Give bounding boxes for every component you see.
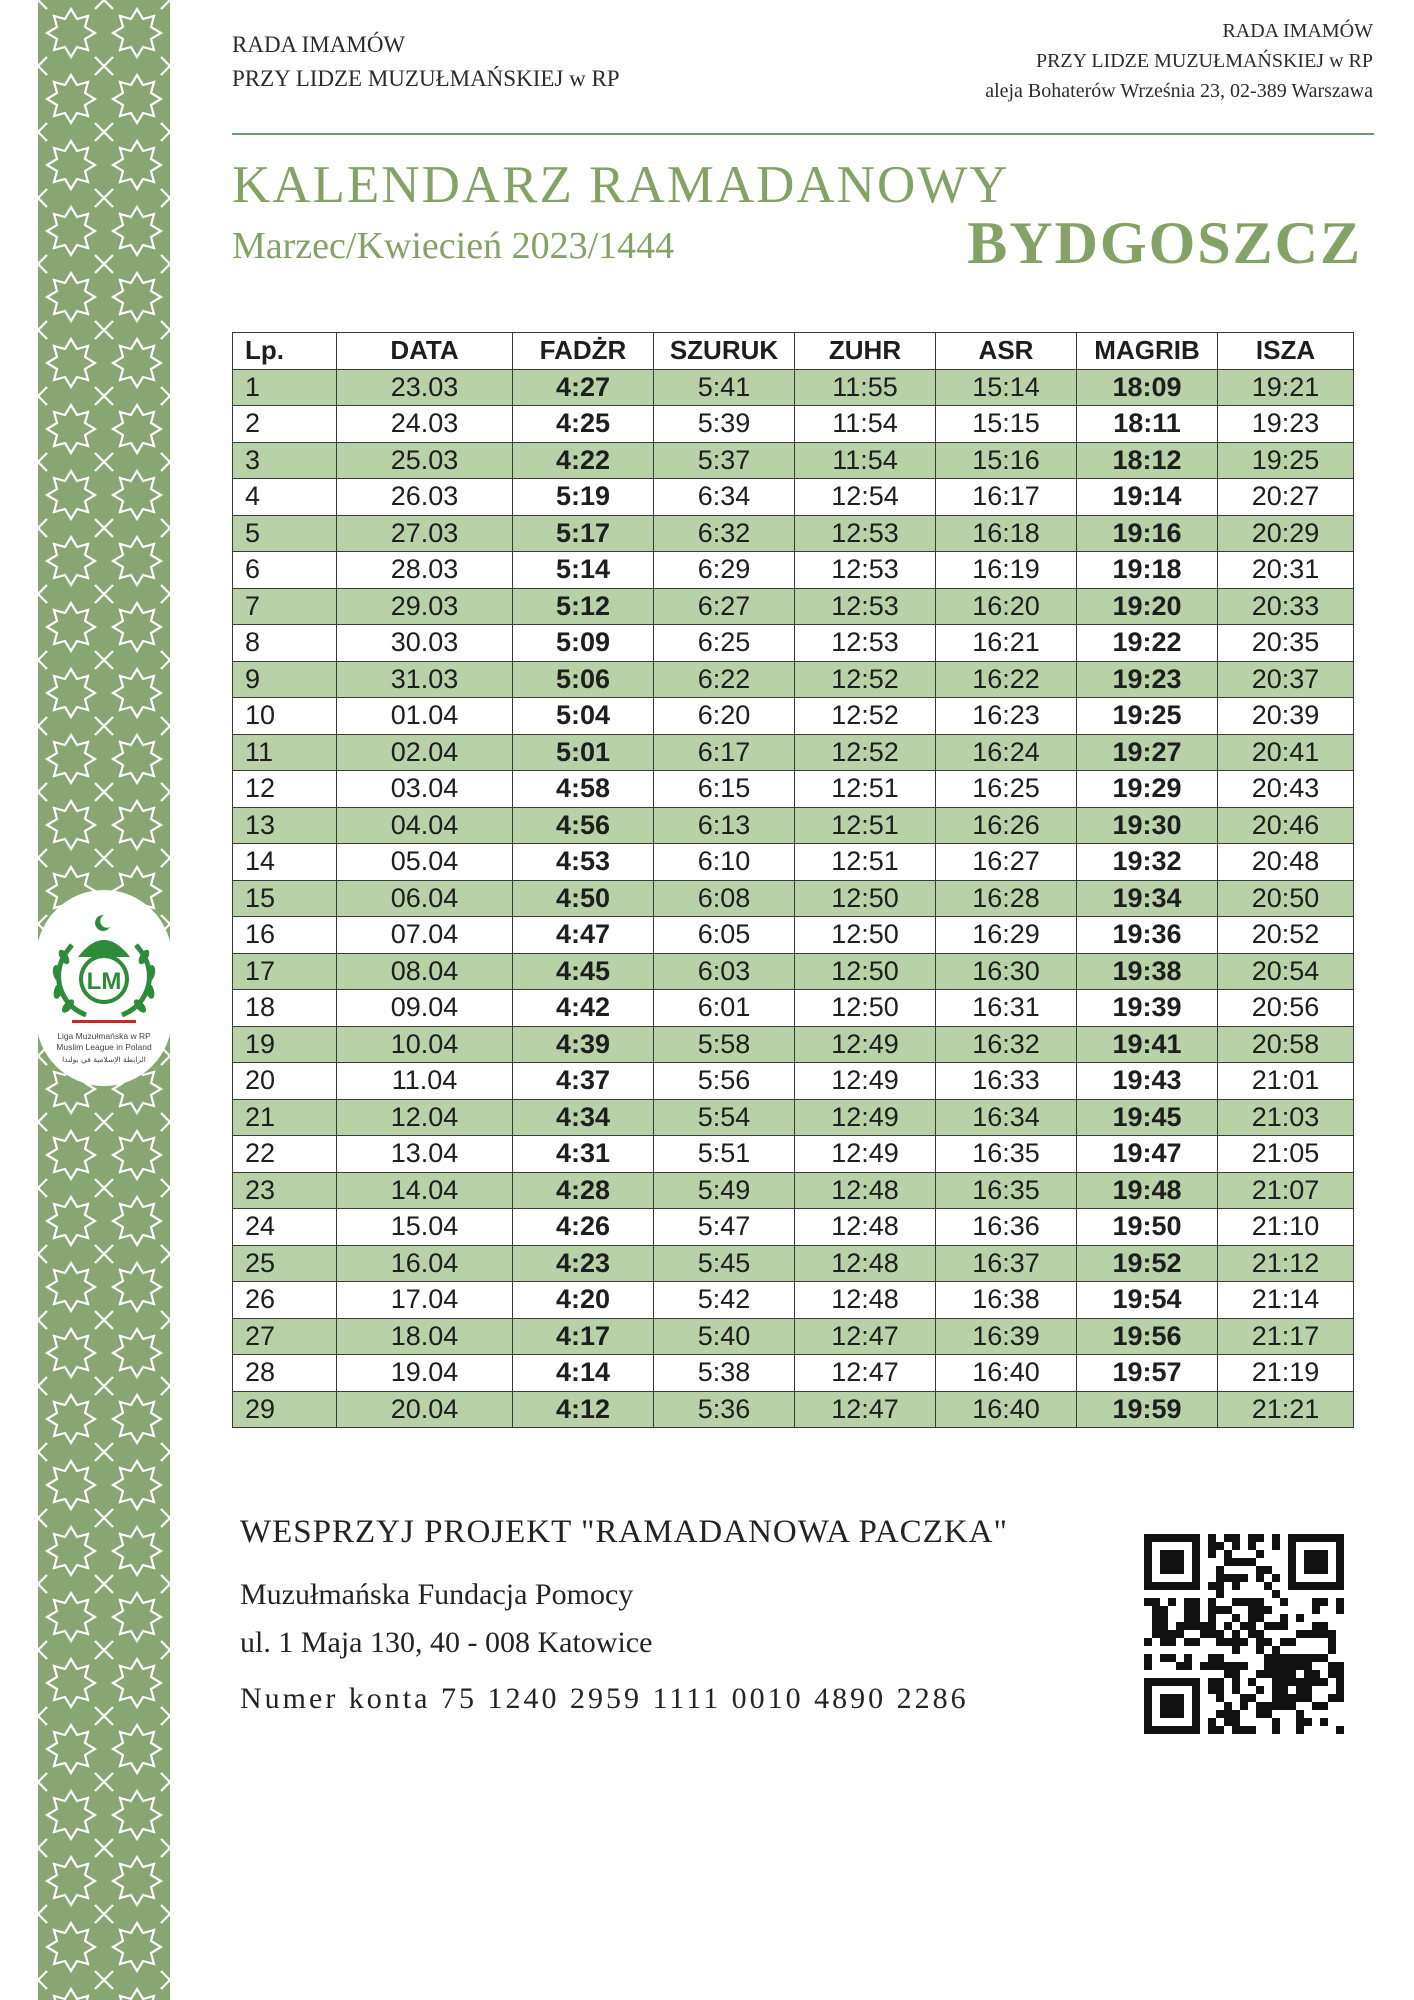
- magrib-time-cell: 19:48: [1077, 1172, 1218, 1209]
- isza-time-cell: 19:25: [1218, 442, 1354, 479]
- logo-initials: LM: [86, 968, 122, 995]
- szuruk-time-cell: 5:42: [654, 1282, 795, 1319]
- fadzr-time-cell: 4:25: [513, 406, 654, 443]
- day-number-cell: 16: [233, 917, 337, 954]
- foundation-address: ul. 1 Maja 130, 40 - 008 Katowice: [240, 1626, 653, 1659]
- zuhr-time-cell: 12:50: [795, 953, 936, 990]
- table-row: [233, 1172, 1354, 1209]
- asr-time-cell: 16:37: [936, 1245, 1077, 1282]
- magrib-time-cell: 18:12: [1077, 442, 1218, 479]
- szuruk-time-cell: 5:45: [654, 1245, 795, 1282]
- isza-time-cell: 20:48: [1218, 844, 1354, 881]
- zuhr-time-cell: 12:53: [795, 625, 936, 662]
- date-cell: 28.03: [337, 552, 513, 589]
- day-number-cell: 14: [233, 844, 337, 881]
- header-right-line1: RADA IMAMÓW: [1222, 20, 1373, 42]
- asr-time-cell: 16:25: [936, 771, 1077, 808]
- szuruk-time-cell: 6:20: [654, 698, 795, 735]
- zuhr-time-cell: 12:52: [795, 698, 936, 735]
- isza-time-cell: 21:14: [1218, 1282, 1354, 1319]
- szuruk-time-cell: 6:05: [654, 917, 795, 954]
- fadzr-time-cell: 4:34: [513, 1099, 654, 1136]
- magrib-time-cell: 19:30: [1077, 807, 1218, 844]
- isza-time-cell: 21:12: [1218, 1245, 1354, 1282]
- table-row: [233, 1026, 1354, 1063]
- table-row: [233, 515, 1354, 552]
- date-cell: 25.03: [337, 442, 513, 479]
- fadzr-time-cell: 4:14: [513, 1355, 654, 1392]
- logo-caption-en: Muslim League in Poland: [56, 1042, 152, 1052]
- magrib-time-cell: 19:20: [1077, 588, 1218, 625]
- header-left: [232, 28, 620, 96]
- day-number-cell: 5: [233, 515, 337, 552]
- asr-time-cell: 16:26: [936, 807, 1077, 844]
- szuruk-time-cell: 6:15: [654, 771, 795, 808]
- magrib-time-cell: 19:56: [1077, 1318, 1218, 1355]
- day-number-cell: 12: [233, 771, 337, 808]
- table-row: [233, 1355, 1354, 1392]
- magrib-time-cell: 18:09: [1077, 369, 1218, 406]
- fadzr-time-cell: 5:14: [513, 552, 654, 589]
- zuhr-time-cell: 12:48: [795, 1282, 936, 1319]
- szuruk-time-cell: 6:17: [654, 734, 795, 771]
- szuruk-time-cell: 5:37: [654, 442, 795, 479]
- table-row: [233, 588, 1354, 625]
- asr-time-cell: 16:35: [936, 1172, 1077, 1209]
- isza-time-cell: 21:03: [1218, 1099, 1354, 1136]
- szuruk-time-cell: 6:13: [654, 807, 795, 844]
- zuhr-time-cell: 12:50: [795, 990, 936, 1027]
- column-header-data: DATA: [337, 333, 513, 370]
- magrib-time-cell: 19:29: [1077, 771, 1218, 808]
- prayer-times-table: [232, 332, 1354, 1428]
- header-left-line2: PRZY LIDZE MUZUŁMAŃSKIEJ w RP: [232, 66, 620, 91]
- asr-time-cell: 16:29: [936, 917, 1077, 954]
- day-number-cell: 8: [233, 625, 337, 662]
- zuhr-time-cell: 12:53: [795, 552, 936, 589]
- szuruk-time-cell: 5:47: [654, 1209, 795, 1246]
- zuhr-time-cell: 12:50: [795, 880, 936, 917]
- date-cell: 17.04: [337, 1282, 513, 1319]
- table-row: [233, 369, 1354, 406]
- szuruk-time-cell: 6:10: [654, 844, 795, 881]
- day-number-cell: 20: [233, 1063, 337, 1100]
- date-cell: 02.04: [337, 734, 513, 771]
- szuruk-time-cell: 5:58: [654, 1026, 795, 1063]
- zuhr-time-cell: 12:49: [795, 1099, 936, 1136]
- szuruk-time-cell: 5:41: [654, 369, 795, 406]
- fadzr-time-cell: 5:04: [513, 698, 654, 735]
- magrib-time-cell: 19:50: [1077, 1209, 1218, 1246]
- isza-time-cell: 19:21: [1218, 369, 1354, 406]
- table-row: [233, 771, 1354, 808]
- asr-time-cell: 16:40: [936, 1355, 1077, 1392]
- isza-time-cell: 20:46: [1218, 807, 1354, 844]
- asr-time-cell: 15:15: [936, 406, 1077, 443]
- day-number-cell: 24: [233, 1209, 337, 1246]
- fadzr-time-cell: 4:22: [513, 442, 654, 479]
- zuhr-time-cell: 12:50: [795, 917, 936, 954]
- day-number-cell: 27: [233, 1318, 337, 1355]
- asr-time-cell: 16:23: [936, 698, 1077, 735]
- table-row: [233, 917, 1354, 954]
- szuruk-time-cell: 6:03: [654, 953, 795, 990]
- zuhr-time-cell: 12:48: [795, 1245, 936, 1282]
- day-number-cell: 4: [233, 479, 337, 516]
- table-row: [233, 625, 1354, 662]
- szuruk-time-cell: 5:54: [654, 1099, 795, 1136]
- fadzr-time-cell: 4:53: [513, 844, 654, 881]
- zuhr-time-cell: 12:47: [795, 1391, 936, 1428]
- date-cell: 29.03: [337, 588, 513, 625]
- day-number-cell: 10: [233, 698, 337, 735]
- fadzr-time-cell: 4:39: [513, 1026, 654, 1063]
- magrib-time-cell: 19:41: [1077, 1026, 1218, 1063]
- header-divider: [232, 133, 1374, 135]
- asr-time-cell: 16:38: [936, 1282, 1077, 1319]
- asr-time-cell: 16:17: [936, 479, 1077, 516]
- zuhr-time-cell: 12:52: [795, 734, 936, 771]
- isza-time-cell: 21:17: [1218, 1318, 1354, 1355]
- header-right-line2: PRZY LIDZE MUZUŁMAŃSKIEJ w RP: [1035, 50, 1373, 72]
- day-number-cell: 7: [233, 588, 337, 625]
- date-cell: 24.03: [337, 406, 513, 443]
- fadzr-time-cell: 5:09: [513, 625, 654, 662]
- table-row: [233, 844, 1354, 881]
- magrib-time-cell: 18:11: [1077, 406, 1218, 443]
- date-cell: 12.04: [337, 1099, 513, 1136]
- page-subtitle: Marzec/Kwiecień 2023/1444: [232, 225, 675, 267]
- table-row: [233, 406, 1354, 443]
- date-cell: 06.04: [337, 880, 513, 917]
- date-cell: 31.03: [337, 661, 513, 698]
- column-header-lp: Lp.: [233, 333, 337, 370]
- asr-time-cell: 16:24: [936, 734, 1077, 771]
- fadzr-time-cell: 5:12: [513, 588, 654, 625]
- isza-time-cell: 20:56: [1218, 990, 1354, 1027]
- zuhr-time-cell: 12:51: [795, 771, 936, 808]
- zuhr-time-cell: 11:54: [795, 406, 936, 443]
- szuruk-time-cell: 6:32: [654, 515, 795, 552]
- szuruk-time-cell: 5:49: [654, 1172, 795, 1209]
- day-number-cell: 25: [233, 1245, 337, 1282]
- fadzr-time-cell: 4:26: [513, 1209, 654, 1246]
- magrib-time-cell: 19:22: [1077, 625, 1218, 662]
- isza-time-cell: 20:41: [1218, 734, 1354, 771]
- zuhr-time-cell: 12:54: [795, 479, 936, 516]
- header-address: aleja Bohaterów Września 23, 02-389 Warszawa: [985, 80, 1373, 102]
- magrib-time-cell: 19:38: [1077, 953, 1218, 990]
- fadzr-time-cell: 4:20: [513, 1282, 654, 1319]
- date-cell: 30.03: [337, 625, 513, 662]
- isza-time-cell: 21:01: [1218, 1063, 1354, 1100]
- asr-time-cell: 16:20: [936, 588, 1077, 625]
- asr-time-cell: 16:34: [936, 1099, 1077, 1136]
- fadzr-time-cell: 4:37: [513, 1063, 654, 1100]
- isza-time-cell: 20:43: [1218, 771, 1354, 808]
- szuruk-time-cell: 5:40: [654, 1318, 795, 1355]
- date-cell: 04.04: [337, 807, 513, 844]
- asr-time-cell: 16:22: [936, 661, 1077, 698]
- table-row: [233, 552, 1354, 589]
- fadzr-time-cell: 4:47: [513, 917, 654, 954]
- date-cell: 20.04: [337, 1391, 513, 1428]
- day-number-cell: 23: [233, 1172, 337, 1209]
- header-left-line1: RADA IMAMÓW: [232, 32, 406, 57]
- table-row: [233, 1136, 1354, 1173]
- table-row: [233, 1099, 1354, 1136]
- table-row: [233, 990, 1354, 1027]
- isza-time-cell: 20:33: [1218, 588, 1354, 625]
- column-header-magrib: MAGRIB: [1077, 333, 1218, 370]
- date-cell: 05.04: [337, 844, 513, 881]
- day-number-cell: 9: [233, 661, 337, 698]
- date-cell: 19.04: [337, 1355, 513, 1392]
- zuhr-time-cell: 11:54: [795, 442, 936, 479]
- magrib-time-cell: 19:34: [1077, 880, 1218, 917]
- asr-time-cell: 15:16: [936, 442, 1077, 479]
- day-number-cell: 1: [233, 369, 337, 406]
- szuruk-time-cell: 6:27: [654, 588, 795, 625]
- date-cell: 27.03: [337, 515, 513, 552]
- table-row: [233, 1282, 1354, 1319]
- fadzr-time-cell: 5:06: [513, 661, 654, 698]
- day-number-cell: 17: [233, 953, 337, 990]
- date-cell: 13.04: [337, 1136, 513, 1173]
- zuhr-time-cell: 12:48: [795, 1209, 936, 1246]
- isza-time-cell: 20:37: [1218, 661, 1354, 698]
- asr-time-cell: 16:28: [936, 880, 1077, 917]
- isza-time-cell: 21:07: [1218, 1172, 1354, 1209]
- isza-time-cell: 20:50: [1218, 880, 1354, 917]
- zuhr-time-cell: 12:51: [795, 807, 936, 844]
- date-cell: 14.04: [337, 1172, 513, 1209]
- zuhr-time-cell: 12:49: [795, 1063, 936, 1100]
- asr-time-cell: 16:36: [936, 1209, 1077, 1246]
- support-project-heading: WESPRZYJ PROJEKT "RAMADANOWA PACZKA": [240, 1514, 1008, 1550]
- fadzr-time-cell: 4:23: [513, 1245, 654, 1282]
- isza-time-cell: 20:27: [1218, 479, 1354, 516]
- date-cell: 09.04: [337, 990, 513, 1027]
- zuhr-time-cell: 12:52: [795, 661, 936, 698]
- table-row: [233, 1391, 1354, 1428]
- header-right: [985, 16, 1373, 106]
- table-row: [233, 734, 1354, 771]
- fadzr-time-cell: 4:27: [513, 369, 654, 406]
- magrib-time-cell: 19:27: [1077, 734, 1218, 771]
- fadzr-time-cell: 4:12: [513, 1391, 654, 1428]
- bank-account-number: Numer konta 75 1240 2959 1111 0010 4890 2286: [240, 1682, 969, 1715]
- magrib-time-cell: 19:36: [1077, 917, 1218, 954]
- zuhr-time-cell: 12:47: [795, 1355, 936, 1392]
- date-cell: 11.04: [337, 1063, 513, 1100]
- isza-time-cell: 20:31: [1218, 552, 1354, 589]
- asr-time-cell: 16:27: [936, 844, 1077, 881]
- asr-time-cell: 16:33: [936, 1063, 1077, 1100]
- magrib-time-cell: 19:47: [1077, 1136, 1218, 1173]
- table-row: [233, 661, 1354, 698]
- zuhr-time-cell: 12:51: [795, 844, 936, 881]
- magrib-time-cell: 19:45: [1077, 1099, 1218, 1136]
- asr-time-cell: 16:35: [936, 1136, 1077, 1173]
- day-number-cell: 21: [233, 1099, 337, 1136]
- magrib-time-cell: 19:18: [1077, 552, 1218, 589]
- szuruk-time-cell: 5:56: [654, 1063, 795, 1100]
- szuruk-time-cell: 6:01: [654, 990, 795, 1027]
- day-number-cell: 2: [233, 406, 337, 443]
- fadzr-time-cell: 4:58: [513, 771, 654, 808]
- date-cell: 18.04: [337, 1318, 513, 1355]
- zuhr-time-cell: 12:53: [795, 515, 936, 552]
- fadzr-time-cell: 4:56: [513, 807, 654, 844]
- date-cell: 03.04: [337, 771, 513, 808]
- day-number-cell: 15: [233, 880, 337, 917]
- szuruk-time-cell: 6:22: [654, 661, 795, 698]
- column-header-szuruk: SZURUK: [654, 333, 795, 370]
- table-row: [233, 880, 1354, 917]
- day-number-cell: 18: [233, 990, 337, 1027]
- szuruk-time-cell: 5:51: [654, 1136, 795, 1173]
- muslim-league-logo: [42, 905, 166, 1075]
- city-name: BYDGOSZCZ: [967, 210, 1362, 276]
- day-number-cell: 6: [233, 552, 337, 589]
- magrib-time-cell: 19:57: [1077, 1355, 1218, 1392]
- day-number-cell: 26: [233, 1282, 337, 1319]
- asr-time-cell: 16:39: [936, 1318, 1077, 1355]
- magrib-time-cell: 19:32: [1077, 844, 1218, 881]
- zuhr-time-cell: 12:47: [795, 1318, 936, 1355]
- magrib-time-cell: 19:52: [1077, 1245, 1218, 1282]
- fadzr-time-cell: 4:28: [513, 1172, 654, 1209]
- fadzr-time-cell: 4:31: [513, 1136, 654, 1173]
- table-row: [233, 1245, 1354, 1282]
- zuhr-time-cell: 12:49: [795, 1026, 936, 1063]
- zuhr-time-cell: 11:55: [795, 369, 936, 406]
- column-header-isza: ISZA: [1218, 333, 1354, 370]
- isza-time-cell: 21:10: [1218, 1209, 1354, 1246]
- table-header-row: [233, 333, 1354, 370]
- column-header-fadzr: FADŻR: [513, 333, 654, 370]
- isza-time-cell: 20:29: [1218, 515, 1354, 552]
- isza-time-cell: 20:54: [1218, 953, 1354, 990]
- szuruk-time-cell: 5:38: [654, 1355, 795, 1392]
- asr-time-cell: 15:14: [936, 369, 1077, 406]
- fadzr-time-cell: 4:42: [513, 990, 654, 1027]
- day-number-cell: 29: [233, 1391, 337, 1428]
- fadzr-time-cell: 5:01: [513, 734, 654, 771]
- isza-time-cell: 20:52: [1218, 917, 1354, 954]
- table-row: [233, 1063, 1354, 1100]
- isza-time-cell: 21:19: [1218, 1355, 1354, 1392]
- asr-time-cell: 16:30: [936, 953, 1077, 990]
- magrib-time-cell: 19:43: [1077, 1063, 1218, 1100]
- szuruk-time-cell: 6:29: [654, 552, 795, 589]
- asr-time-cell: 16:40: [936, 1391, 1077, 1428]
- fadzr-time-cell: 4:45: [513, 953, 654, 990]
- fadzr-time-cell: 5:19: [513, 479, 654, 516]
- asr-time-cell: 16:31: [936, 990, 1077, 1027]
- zuhr-time-cell: 12:53: [795, 588, 936, 625]
- magrib-time-cell: 19:54: [1077, 1282, 1218, 1319]
- isza-time-cell: 20:39: [1218, 698, 1354, 735]
- date-cell: 23.03: [337, 369, 513, 406]
- day-number-cell: 13: [233, 807, 337, 844]
- table-row: [233, 479, 1354, 516]
- fadzr-time-cell: 5:17: [513, 515, 654, 552]
- szuruk-time-cell: 6:34: [654, 479, 795, 516]
- column-header-zuhr: ZUHR: [795, 333, 936, 370]
- table-row: [233, 1209, 1354, 1246]
- isza-time-cell: 21:21: [1218, 1391, 1354, 1428]
- day-number-cell: 22: [233, 1136, 337, 1173]
- date-cell: 10.04: [337, 1026, 513, 1063]
- asr-time-cell: 16:21: [936, 625, 1077, 662]
- date-cell: 07.04: [337, 917, 513, 954]
- day-number-cell: 28: [233, 1355, 337, 1392]
- table-row: [233, 698, 1354, 735]
- magrib-time-cell: 19:23: [1077, 661, 1218, 698]
- date-cell: 08.04: [337, 953, 513, 990]
- szuruk-time-cell: 5:36: [654, 1391, 795, 1428]
- date-cell: 01.04: [337, 698, 513, 735]
- date-cell: 26.03: [337, 479, 513, 516]
- asr-time-cell: 16:18: [936, 515, 1077, 552]
- asr-time-cell: 16:32: [936, 1026, 1077, 1063]
- isza-time-cell: 21:05: [1218, 1136, 1354, 1173]
- column-header-asr: ASR: [936, 333, 1077, 370]
- table-row: [233, 1318, 1354, 1355]
- magrib-time-cell: 19:16: [1077, 515, 1218, 552]
- magrib-time-cell: 19:25: [1077, 698, 1218, 735]
- zuhr-time-cell: 12:48: [795, 1172, 936, 1209]
- szuruk-time-cell: 5:39: [654, 406, 795, 443]
- foundation-name: Muzułmańska Fundacja Pomocy: [240, 1578, 634, 1611]
- magrib-time-cell: 19:14: [1077, 479, 1218, 516]
- magrib-time-cell: 19:59: [1077, 1391, 1218, 1428]
- page-title: KALENDARZ RAMADANOWY: [232, 156, 1010, 214]
- day-number-cell: 3: [233, 442, 337, 479]
- day-number-cell: 11: [233, 734, 337, 771]
- table-row: [233, 953, 1354, 990]
- fadzr-time-cell: 4:17: [513, 1318, 654, 1355]
- logo-caption-pl: Liga Muzułmańska w RP: [57, 1031, 151, 1041]
- isza-time-cell: 19:23: [1218, 406, 1354, 443]
- date-cell: 16.04: [337, 1245, 513, 1282]
- logo-caption-ar: الرابطة الإسلامية في بولندا: [62, 1055, 146, 1064]
- date-cell: 15.04: [337, 1209, 513, 1246]
- szuruk-time-cell: 6:08: [654, 880, 795, 917]
- isza-time-cell: 20:35: [1218, 625, 1354, 662]
- szuruk-time-cell: 6:25: [654, 625, 795, 662]
- table-row: [233, 807, 1354, 844]
- isza-time-cell: 20:58: [1218, 1026, 1354, 1063]
- asr-time-cell: 16:19: [936, 552, 1077, 589]
- fadzr-time-cell: 4:50: [513, 880, 654, 917]
- zuhr-time-cell: 12:49: [795, 1136, 936, 1173]
- qr-code: [1144, 1534, 1344, 1734]
- day-number-cell: 19: [233, 1026, 337, 1063]
- table-row: [233, 442, 1354, 479]
- magrib-time-cell: 19:39: [1077, 990, 1218, 1027]
